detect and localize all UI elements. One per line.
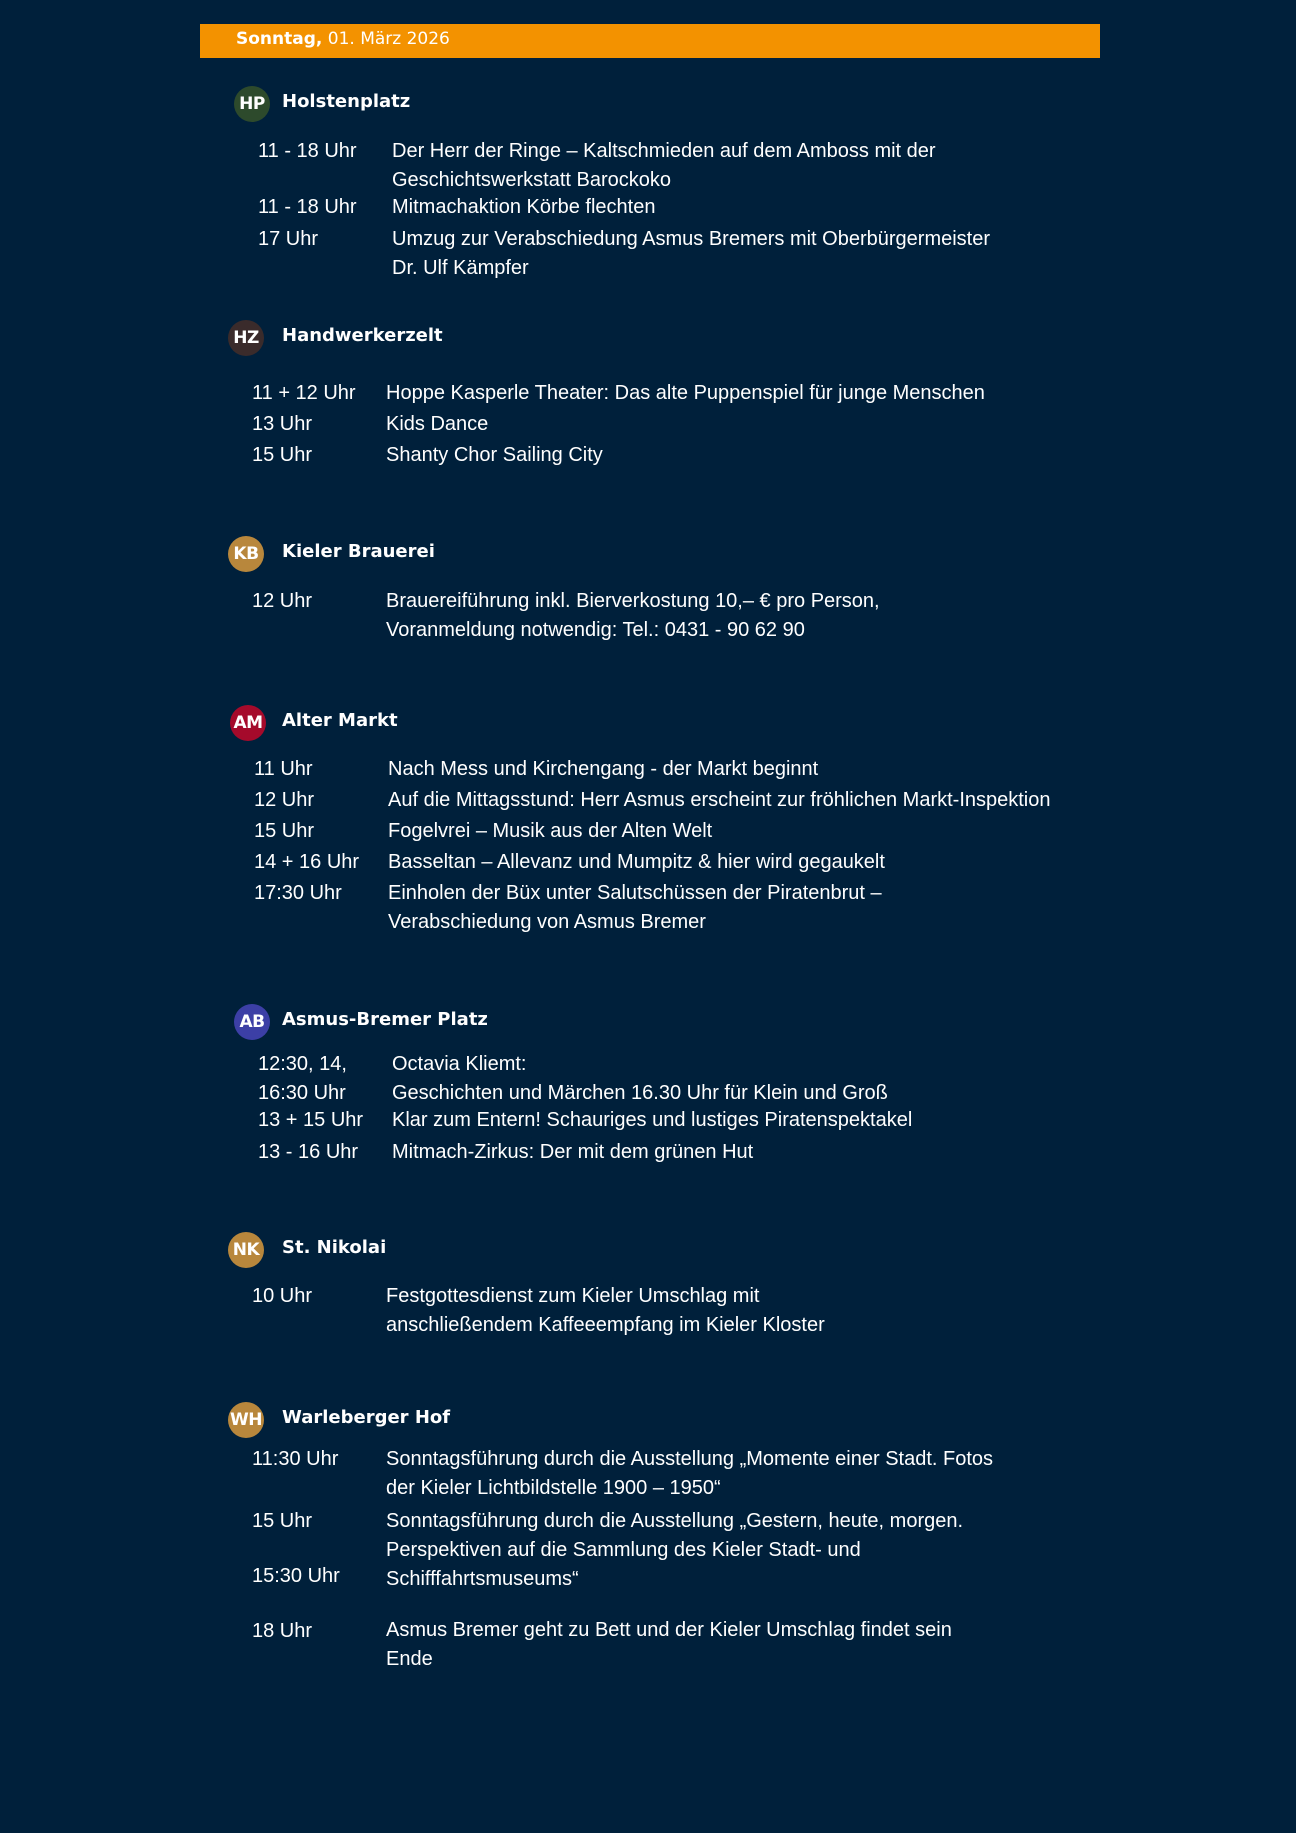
event-description: Nach Mess und Kirchengang - der Markt beginnt [388, 758, 819, 780]
event-description: Basseltan – Allevanz und Mumpitz & hier wird gegaukelt [388, 851, 885, 873]
location-name: Alter Markt [282, 710, 398, 731]
event-time: 17 Uhr [258, 228, 319, 250]
event-description: der Kieler Lichtbildstelle 1900 – 1950“ [386, 1477, 721, 1499]
location-name: Kieler Brauerei [282, 541, 435, 562]
location-badge-icon: NK [228, 1232, 264, 1268]
location-badge-icon: WH [228, 1402, 264, 1438]
event-time: 12 Uhr [254, 789, 315, 811]
event-time: 13 + 15 Uhr [258, 1109, 364, 1131]
location-badge-icon: HP [234, 86, 270, 122]
location-name: Warleberger Hof [282, 1407, 451, 1428]
event-description: Kids Dance [386, 413, 489, 435]
event-time: 15 Uhr [252, 1510, 313, 1532]
event-description: Sonntagsführung durch die Ausstellung „Gestern, heute, morgen. [386, 1510, 964, 1532]
event-time: 15 Uhr [252, 444, 313, 466]
event-time: 18 Uhr [252, 1620, 313, 1642]
day-label: Sonntag, [236, 29, 323, 49]
location-badge-icon: KB [228, 536, 264, 572]
date-header [200, 24, 1100, 58]
event-time: 12 Uhr [252, 590, 313, 612]
event-description: Voranmeldung notwendig: Tel.: 0431 - 90 62 90 [386, 619, 805, 641]
date-label: 01. März 2026 [327, 29, 450, 49]
event-time: 13 Uhr [252, 413, 313, 435]
event-description: Einholen der Büx unter Salutschüssen der Piratenbrut – [388, 882, 882, 904]
event-description: Auf die Mittagsstund: Herr Asmus erscheint zur fröhlichen Markt-Inspektion [388, 789, 1051, 811]
event-description: Octavia Kliemt: [392, 1053, 527, 1075]
event-description: Mitmachaktion Körbe flechten [392, 196, 656, 218]
event-description: Shanty Chor Sailing City [386, 444, 603, 466]
event-description: Perspektiven auf die Sammlung des Kieler Stadt- und [386, 1539, 861, 1561]
event-description: Festgottesdienst zum Kieler Umschlag mit [386, 1285, 760, 1307]
event-description: Dr. Ulf Kämpfer [392, 257, 529, 279]
event-time: 14 + 16 Uhr [254, 851, 360, 873]
event-description: Klar zum Entern! Schauriges und lustiges Piratenspektakel [392, 1109, 913, 1131]
event-time: 10 Uhr [252, 1285, 313, 1307]
event-time: 11 Uhr [254, 758, 313, 780]
event-time: 11 - 18 Uhr [258, 140, 357, 162]
event-description: Verabschiedung von Asmus Bremer [388, 911, 706, 933]
event-description: anschließendem Kaffeeempfang im Kieler Kloster [386, 1314, 825, 1336]
event-time: 17:30 Uhr [254, 882, 342, 904]
location-name: Asmus-Bremer Platz [282, 1009, 488, 1030]
event-time: 11 - 18 Uhr [258, 196, 357, 218]
event-time: 13 - 16 Uhr [258, 1141, 359, 1163]
event-time: 12:30, 14, [258, 1053, 347, 1075]
event-description: Brauereiführung inkl. Bierverkostung 10,– € pro Person, [386, 590, 880, 612]
event-time: 15:30 Uhr [252, 1565, 340, 1587]
location-name: St. Nikolai [282, 1237, 387, 1258]
event-description: Ende [386, 1648, 433, 1670]
event-description: Sonntagsführung durch die Ausstellung „Momente einer Stadt. Fotos [386, 1448, 994, 1470]
event-description: Mitmach-Zirkus: Der mit dem grünen Hut [392, 1141, 754, 1163]
location-badge-icon: HZ [228, 320, 264, 356]
event-time: 11:30 Uhr [252, 1448, 339, 1470]
event-description: Hoppe Kasperle Theater: Das alte Puppenspiel für junge Menschen [386, 382, 985, 404]
event-description: Fogelvrei – Musik aus der Alten Welt [388, 820, 713, 842]
location-name: Handwerkerzelt [282, 325, 443, 346]
event-description: Umzug zur Verabschiedung Asmus Bremers mit Oberbürgermeister [392, 228, 991, 250]
event-description: Geschichten und Märchen 16.30 Uhr für Klein und Groß [392, 1082, 888, 1104]
location-name: Holstenplatz [282, 91, 411, 112]
event-time: 16:30 Uhr [258, 1082, 346, 1104]
location-badge-icon: AB [234, 1004, 270, 1040]
event-description: Asmus Bremer geht zu Bett und der Kieler Umschlag findet sein [386, 1619, 952, 1641]
event-time: 11 + 12 Uhr [252, 382, 356, 404]
event-description: Der Herr der Ringe – Kaltschmieden auf dem Amboss mit der [392, 140, 936, 162]
location-badge-icon: AM [230, 705, 266, 741]
event-description: Geschichtswerkstatt Barockoko [392, 169, 671, 191]
event-description: Schifffahrtsmuseums“ [386, 1568, 579, 1590]
event-time: 15 Uhr [254, 820, 315, 842]
